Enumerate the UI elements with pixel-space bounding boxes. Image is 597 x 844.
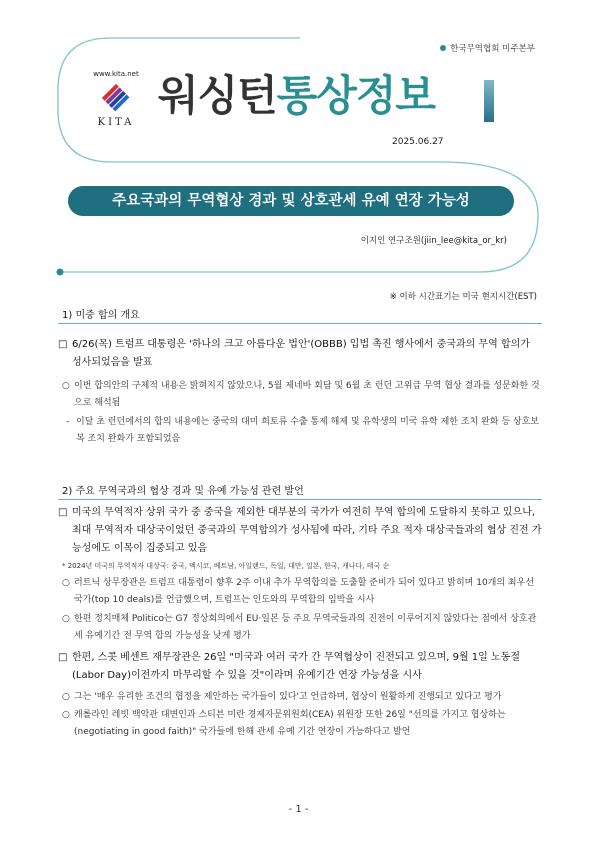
organization-tag <box>440 42 535 54</box>
page-number: - 1 - <box>288 804 309 815</box>
newsletter-title <box>158 72 435 120</box>
kita-logo <box>86 70 146 128</box>
list-item: ○ 이번 합의안의 구체적 내용은 밝혀지지 않았으나, 5월 제네바 회담 및 6월 초 런던 고위급 무역 협상 결과를 성문화한 것으로 해석됨 <box>62 381 540 408</box>
section-divider-1 <box>58 323 542 324</box>
time-note: ※ 이하 시간표기는 미국 현지시간(EST) <box>389 292 537 302</box>
section-2-body <box>58 504 542 741</box>
list-item: ○ 한편 정치매체 Politico는 G7 정상회의에서 EU·일본 등 주요 무역국들과의 진전이 이루어지지 않았다는 점에서 상호관세 유예기간 전 무역 합의 가능성을 낮게 평가 <box>62 614 537 641</box>
list-item: ○ 캐롤라인 레빗 백악관 대변인과 스티븐 미란 경제자문위원회(CEA) 위원장 또한 26일 "선의를 가지고 협상하는(negotiating in good faith)" 국가들에 한해 관세 유예 기간 연장이 가능하다고 발언 <box>62 710 506 737</box>
article-title-banner: 주요국과의 무역협상 경과 및 상호관세 유예 연장 가능성 <box>68 186 514 216</box>
list-item: □ 한편, 스콧 베센트 재무장관은 26일 "미국과 여러 국가 간 무역협상이 진전되고 있으며, 9월 1일 노동절(Labor Day)이전까지 마무리할 수 있을 것"이라며 유예기간 연장 가능성을 시사 <box>58 652 520 681</box>
issue-date: 2025.06.27 <box>392 137 444 147</box>
section-heading-1: 1) 미중 합의 개요 <box>62 310 140 321</box>
footnote: * 2024년 미국의 무역적자 대상국: 중국, 멕시코, 베트남, 아일랜드, 독일, 대만, 일본, 한국, 캐나다, 태국 순 <box>62 562 390 570</box>
organization-name: 한국무역협회 미주본부 <box>450 44 535 54</box>
list-item: ○ 그는 '매우 유리한 조건의 협정을 제안하는 국가들이 있다'고 언급하며, 협상이 원활하게 진행되고 있다고 평가 <box>62 692 502 702</box>
list-item: □ 미국의 무역적자 상위 국가 중 중국을 제외한 대부분의 국가가 여전히 무역 합의에 도달하지 못하고 있으나, 최대 무역적자 대상국이었던 중국과의 무역합의가 성사됨에 따라, 기타 주요 적자 대상국들과의 협상 진전 가능성에도 이목이 집중되고 있음 <box>58 507 542 554</box>
title-part-trade-info: 통상정보 <box>276 71 436 120</box>
logo-url: www.kita.net <box>93 70 139 78</box>
list-item: ○ 러트닉 상무장관은 트럼프 대통령이 향후 2주 이내 추가 무역합의를 도출할 준비가 되어 있다고 밝히며 10개의 최우선국가(top 10 deals)를 언급했으며, 트럼프는 인도와의 무역합의 임박을 시사 <box>62 578 535 605</box>
title-accent-bar <box>484 80 494 122</box>
bullet-dot-icon <box>440 45 446 51</box>
section-divider-2 <box>58 499 542 500</box>
logo-text: KITA <box>97 117 135 128</box>
list-item: □ 6/26(목) 트럼프 대통령은 '하나의 크고 아름다운 법안'(OBBB) 입법 촉진 행사에서 중국과의 무역 합의가 성사되었음을 발표 <box>58 339 530 368</box>
list-item: - 이달 초 런던에서의 합의 내용에는 중국의 대미 희토류 수출 통제 해제 및 유학생의 미국 유학 제한 조치 완화 등 상호보복 조치 완화가 포함되었음 <box>66 417 539 444</box>
author-line: 이지인 연구조원(jiin_lee@kita_or_kr) <box>360 236 507 246</box>
kita-emblem-icon <box>100 82 132 114</box>
title-part-washington: 워싱턴 <box>158 71 277 120</box>
section-1-body <box>58 336 542 448</box>
section-heading-2: 2) 주요 무역국과의 협상 경과 및 유예 가능성 관련 발언 <box>62 486 304 497</box>
